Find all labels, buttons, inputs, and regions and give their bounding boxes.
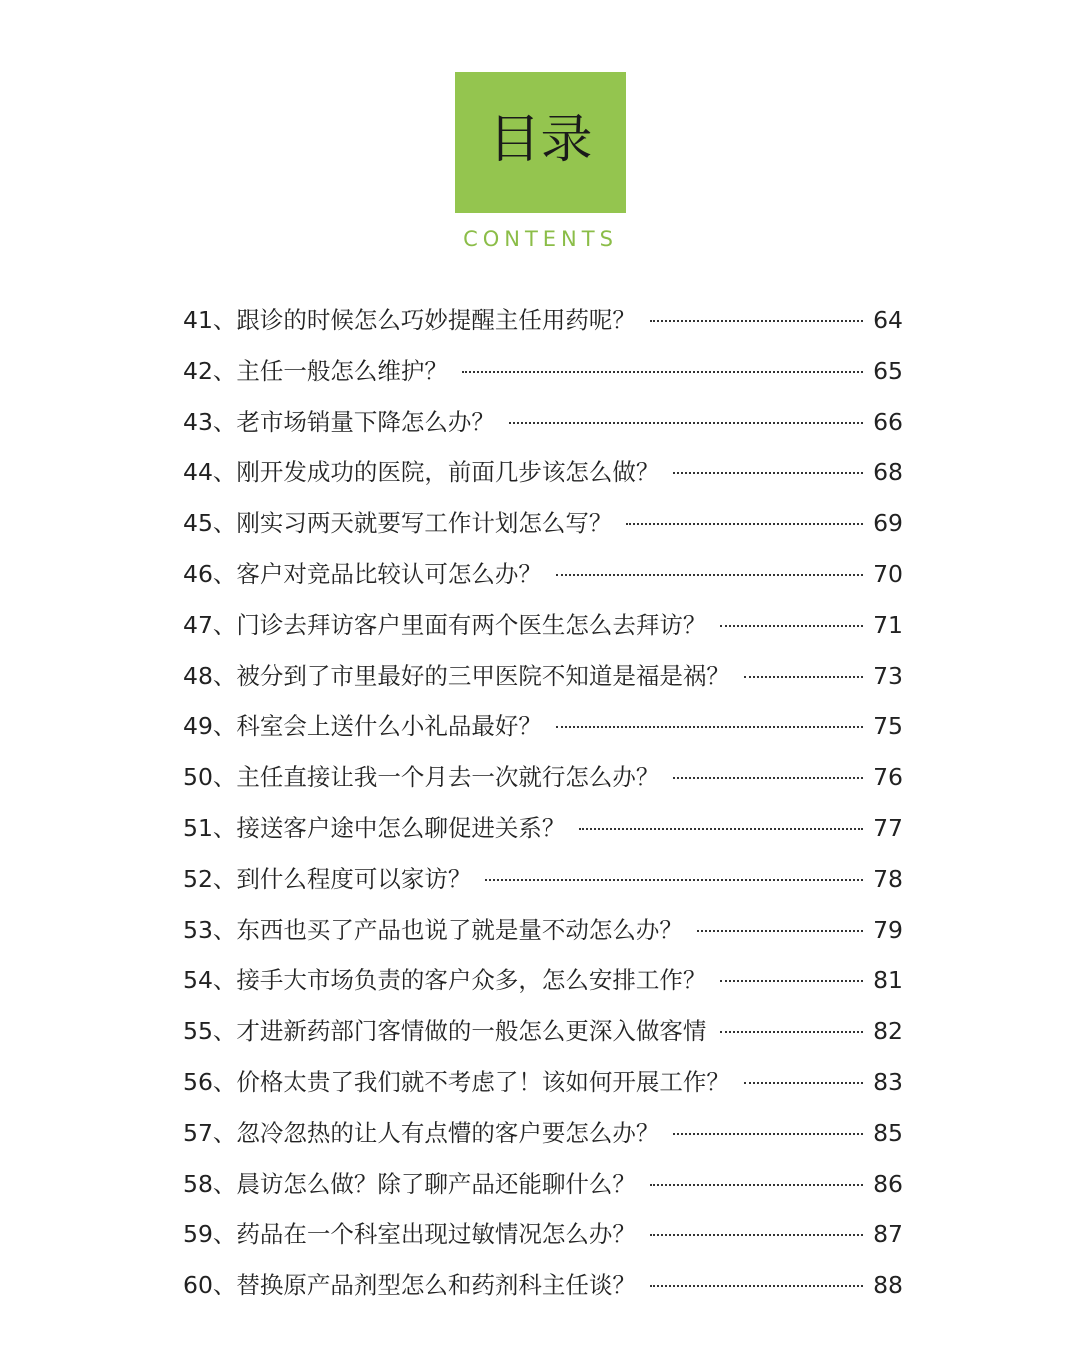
dot-leader xyxy=(556,726,863,728)
toc-entry-title: 59、药品在一个科室出现过敏情况怎么办？ xyxy=(183,1220,636,1249)
toc-entry-page-number: 76 xyxy=(873,763,903,792)
toc-entry-title: 50、主任直接让我一个月去一次就行怎么办？ xyxy=(183,763,660,792)
toc-entry[interactable] xyxy=(183,605,903,645)
dot-leader xyxy=(697,930,863,932)
toc-entry-title: 54、接手大市场负责的客户众多，怎么安排工作？ xyxy=(183,966,707,995)
toc-entry-title: 42、主任一般怎么维护？ xyxy=(183,356,448,385)
toc-entry[interactable] xyxy=(183,452,903,492)
dot-leader xyxy=(720,625,863,627)
dot-leader xyxy=(509,422,863,424)
toc-entry-page-number: 81 xyxy=(873,966,903,995)
toc-entry-title: 46、客户对竞品比较认可怎么办？ xyxy=(183,560,542,588)
toc-entry-page-number: 77 xyxy=(873,814,903,842)
toc-entry-title: 56、价格太贵了我们就不考虑了！该如何开展工作？ xyxy=(183,1068,730,1096)
toc-entry[interactable] xyxy=(183,1265,903,1305)
toc-entry-title: 47、门诊去拜访客户里面有两个医生怎么去拜访？ xyxy=(183,610,707,639)
page-subtitle: CONTENTS xyxy=(463,227,618,251)
dot-leader xyxy=(462,371,863,373)
toc-entry-page-number: 82 xyxy=(873,1017,903,1046)
toc-entry-page-number: 78 xyxy=(873,864,903,893)
toc-entry-title: 49、科室会上送什么小礼品最好？ xyxy=(183,712,542,741)
dot-leader xyxy=(626,523,863,525)
dot-leader xyxy=(650,1234,863,1236)
toc-entry-page-number: 73 xyxy=(873,661,903,690)
toc-entry[interactable] xyxy=(183,503,903,543)
toc-entry[interactable] xyxy=(183,808,903,848)
toc-entry[interactable] xyxy=(183,554,903,594)
toc-entry-title: 45、刚实习两天就要写工作计划怎么写？ xyxy=(183,509,613,538)
toc-entry-page-number: 70 xyxy=(873,560,903,588)
toc-entry-title: 53、东西也买了产品也说了就是量不动怎么办？ xyxy=(183,915,683,944)
dot-leader xyxy=(744,676,863,678)
toc-entry-page-number: 65 xyxy=(873,356,903,385)
page-title: 目录 xyxy=(488,109,593,170)
toc-entry[interactable] xyxy=(183,656,903,696)
toc-entry-page-number: 71 xyxy=(873,610,903,639)
toc-entry[interactable] xyxy=(183,910,903,950)
toc-entry[interactable] xyxy=(183,300,903,340)
toc-entry[interactable] xyxy=(183,1214,903,1254)
dot-leader xyxy=(673,1133,863,1135)
dot-leader xyxy=(650,1285,863,1287)
toc-entry[interactable] xyxy=(183,1164,903,1204)
toc-entry[interactable] xyxy=(183,402,903,442)
toc-entry-page-number: 64 xyxy=(873,306,903,334)
toc-entry[interactable] xyxy=(183,859,903,899)
dot-leader xyxy=(720,1031,863,1033)
toc-entry-page-number: 83 xyxy=(873,1068,903,1096)
toc-entry-title: 41、跟诊的时候怎么巧妙提醒主任用药呢？ xyxy=(183,306,636,334)
toc-entry-page-number: 86 xyxy=(873,1169,903,1198)
toc-entry-page-number: 88 xyxy=(873,1271,903,1300)
toc-entry-page-number: 68 xyxy=(873,458,903,487)
toc-entry-title: 60、替换原产品剂型怎么和药剂科主任谈？ xyxy=(183,1271,636,1300)
toc-entry-page-number: 79 xyxy=(873,915,903,944)
dot-leader xyxy=(650,1184,863,1186)
dot-leader xyxy=(673,777,863,779)
toc-entry-title: 43、老市场销量下降怎么办？ xyxy=(183,407,495,436)
toc-entry[interactable] xyxy=(183,706,903,746)
toc-entry-page-number: 69 xyxy=(873,509,903,538)
toc-entry-page-number: 85 xyxy=(873,1118,903,1147)
toc-entry-title: 58、晨访怎么做？除了聊产品还能聊什么？ xyxy=(183,1169,636,1198)
dot-leader xyxy=(650,320,863,322)
toc-entry-title: 55、才进新药部门客情做的一般怎么更深入做客情 xyxy=(183,1017,707,1046)
toc-entry[interactable] xyxy=(183,1062,903,1102)
toc-entry[interactable] xyxy=(183,1011,903,1051)
toc-entry-title: 57、忽冷忽热的让人有点懵的客户要怎么办？ xyxy=(183,1118,660,1147)
dot-leader xyxy=(579,828,863,830)
dot-leader xyxy=(485,879,863,881)
toc-entry-title: 48、被分到了市里最好的三甲医院不知道是福是祸？ xyxy=(183,661,730,690)
dot-leader xyxy=(744,1082,863,1084)
toc-entry-page-number: 75 xyxy=(873,712,903,741)
dot-leader xyxy=(720,980,863,982)
toc-entry[interactable] xyxy=(183,351,903,391)
dot-leader xyxy=(673,472,863,474)
toc-entry[interactable] xyxy=(183,960,903,1000)
toc-entry[interactable] xyxy=(183,757,903,797)
toc-entry-page-number: 66 xyxy=(873,407,903,436)
toc-entry-title: 52、到什么程度可以家访？ xyxy=(183,864,472,893)
toc-entry-title: 51、接送客户途中怎么聊促进关系？ xyxy=(183,814,566,842)
toc-entry-title: 44、刚开发成功的医院，前面几步该怎么做？ xyxy=(183,458,660,487)
toc-entry-page-number: 87 xyxy=(873,1220,903,1249)
toc-entry[interactable] xyxy=(183,1113,903,1153)
dot-leader xyxy=(556,574,863,576)
